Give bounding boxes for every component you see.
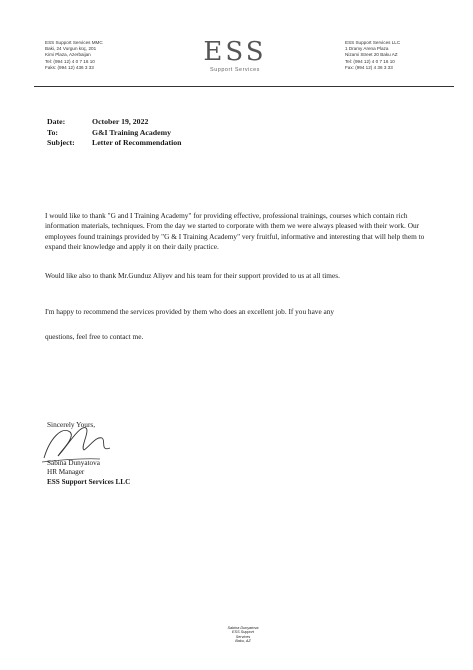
signer-company: ESS Support Services LLC [47,477,131,486]
stamp-line: ESS Support Services [232,630,254,639]
body-paragraph: I would like to thank "G and I Training Academy" for providing effective, professional trainings, courses which contain rich information materials, techniques. From the day we started to corporate with them we were always pleased with their work. Our employees found trainings provided by "G & I Training Academy" very fruitful, informative and interesting that will help them to expand their knowledge and apply it on their daily practice. [45,211,425,252]
address-line: Kimi Plaza, Azerbaijan [45,52,91,58]
stamp-line: Baku, AZ [235,639,251,644]
body-paragraph: questions, feel free to contact me. [45,332,144,341]
letterhead-left-address [45,40,160,71]
address-line: 1 Dramy Arena Plaza [345,46,389,52]
address-line: Baki, 24 Vurgun küç, 201 [45,46,97,52]
logo-subtitle: Support Services [210,67,260,73]
subject-label: Subject: [47,138,75,147]
company-logo [200,38,270,73]
address-line: Nizami Street 20 Baku AZ [345,52,398,58]
body-paragraph: Would like also to thank Mr.Gunduz Aliyev and his team for their support provided to us at all times. [45,271,340,280]
address-line: Fax: (994 12) 4 36 3 33 [345,64,393,70]
address-line: ESS Support Services LLC [345,40,401,45]
address-line: Faks: (994 12) 436 3 33 [45,64,94,70]
logo-wordmark: ESS [203,37,267,67]
address-line: ESS Support Services MMC [45,40,103,45]
meta-to-row [47,128,182,139]
closing-salutation: Sincerely Yours, [47,420,96,429]
signer-title: HR Manager [47,468,85,477]
date-value: October 19, 2022 [92,117,149,126]
to-value: G&I Training Academy [92,127,171,137]
meta-subject-row [47,138,182,149]
signer-block [47,459,130,487]
to-label: To: [47,127,58,137]
header-divider [34,86,454,87]
letter-meta [47,117,182,149]
signer-name: Sabina Dunyatova [47,459,100,467]
body-paragraph: I'm happy to recommend the services provided by them who does an excellent job. If you have any [45,307,335,316]
stamp-line: Sabina Dunyatova [227,626,259,630]
meta-date-row [47,117,182,128]
footer-stamp [225,626,261,644]
letterhead-right-address [345,40,455,71]
subject-value: Letter of Recommendation [92,138,182,147]
date-label: Date: [47,117,66,126]
address-line: Tel: (994 12) 4 0 7 16 10 [345,58,395,64]
address-line: Tel: (994 12) 4 0 7 16 10 [45,58,95,64]
